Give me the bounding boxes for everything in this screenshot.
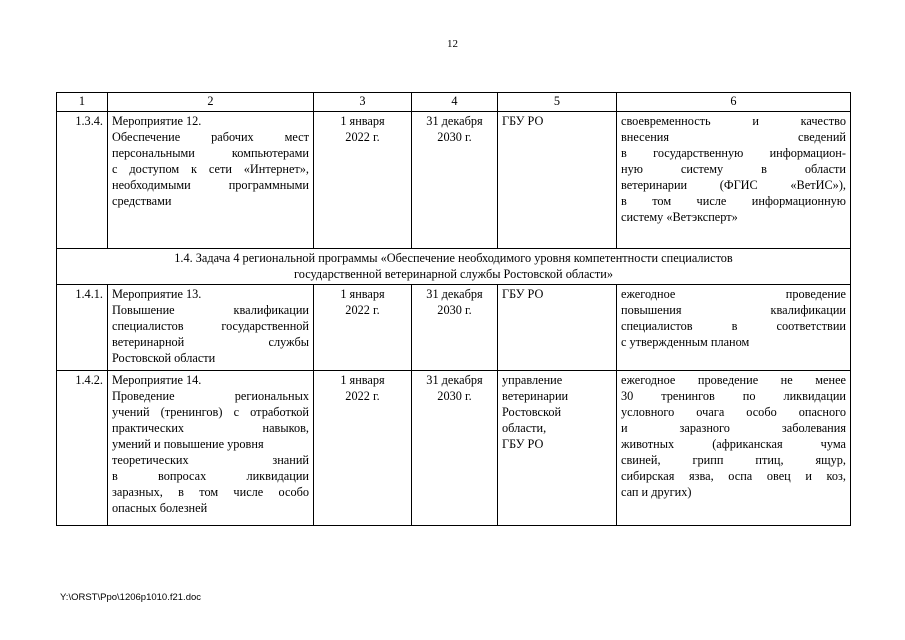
- end-date-line: 31 декабря: [426, 114, 483, 128]
- event-line: умений и повышение уровня: [112, 437, 264, 451]
- end-date-line: 31 декабря: [426, 373, 483, 387]
- executor-line: Ростовской: [502, 405, 562, 419]
- start-date-cell: [314, 371, 412, 526]
- event-line: необходимыми программными: [112, 178, 309, 192]
- section-title-line: 1.4. Задача 4 региональной программы «Обеспечение необходимого уровня компетентности специалистов: [174, 251, 733, 265]
- table-row: [57, 371, 851, 526]
- end-date-line: 31 декабря: [426, 287, 483, 301]
- executor-cell: [498, 285, 617, 371]
- event-line: опасных болезней: [112, 501, 208, 515]
- result-line: систему «Ветэксперт»: [621, 210, 738, 224]
- event-line: в вопросах ликвидации: [112, 469, 309, 483]
- program-table: [56, 92, 851, 526]
- executor-line: области,: [502, 421, 547, 435]
- executor-line: ГБУ РО: [502, 437, 544, 451]
- event-line: Мероприятие 13.: [112, 287, 202, 301]
- executor-cell: [498, 112, 617, 249]
- start-date-line: 2022 г.: [345, 303, 380, 317]
- result-cell: [617, 285, 851, 371]
- event-line: ветеринарной службы: [112, 335, 309, 349]
- result-line: ную систему в области: [621, 162, 846, 176]
- event-line: средствами: [112, 194, 172, 208]
- result-cell: [617, 371, 851, 526]
- result-line: ежегодное проведение: [621, 287, 846, 301]
- result-line: с утвержденным планом: [621, 335, 750, 349]
- section-header-row: [57, 249, 851, 285]
- end-date-cell: [412, 285, 498, 371]
- row-number: 1.4.2.: [57, 371, 108, 526]
- event-cell: [108, 112, 314, 249]
- result-line: животных (африканская чума: [621, 437, 846, 451]
- event-line: Обеспечение рабочих мест: [112, 130, 309, 144]
- result-line: сибирская язва, оспа овец и коз,: [621, 469, 846, 483]
- end-date-line: 2030 г.: [437, 389, 472, 403]
- header-col-4: 4: [412, 93, 498, 112]
- event-line: с доступом к сети «Интернет»,: [112, 162, 309, 176]
- event-line: практических навыков,: [112, 421, 309, 435]
- start-date-line: 2022 г.: [345, 389, 380, 403]
- result-line: 30 тренингов по ликвидации: [621, 389, 846, 403]
- event-line: заразных, в том числе особо: [112, 485, 309, 499]
- start-date-line: 1 января: [340, 114, 385, 128]
- event-line: теоретических знаний: [112, 453, 309, 467]
- event-line: учений (тренингов) с отработкой: [112, 405, 309, 419]
- result-line: ветеринарии (ФГИС «ВетИС»),: [621, 178, 846, 192]
- event-line: Повышение квалификации: [112, 303, 309, 317]
- end-date-line: 2030 г.: [437, 303, 472, 317]
- header-col-1: 1: [57, 93, 108, 112]
- executor-line: ГБУ РО: [502, 114, 544, 128]
- result-line: условного очага особо опасного: [621, 405, 846, 419]
- start-date-line: 1 января: [340, 287, 385, 301]
- executor-line: ветеринарии: [502, 389, 569, 403]
- end-date-cell: [412, 112, 498, 249]
- row-number: 1.3.4.: [57, 112, 108, 249]
- result-line: своевременность и качество: [621, 114, 846, 128]
- event-line: Проведение региональных: [112, 389, 309, 403]
- section-title-line: государственной ветеринарной службы Ростовской области»: [294, 267, 613, 281]
- page-number: 12: [447, 38, 458, 50]
- result-line: и заразного заболевания: [621, 421, 846, 435]
- result-cell: [617, 112, 851, 249]
- start-date-cell: [314, 285, 412, 371]
- end-date-cell: [412, 371, 498, 526]
- start-date-line: 1 января: [340, 373, 385, 387]
- event-line: Ростовской области: [112, 351, 216, 365]
- header-col-3: 3: [314, 93, 412, 112]
- start-date-cell: [314, 112, 412, 249]
- event-cell: [108, 371, 314, 526]
- executor-line: ГБУ РО: [502, 287, 544, 301]
- section-title: [57, 249, 851, 285]
- row-number: 1.4.1.: [57, 285, 108, 371]
- executor-line: управление: [502, 373, 563, 387]
- executor-cell: [498, 371, 617, 526]
- table-row: [57, 112, 851, 249]
- event-cell: [108, 285, 314, 371]
- header-col-5: 5: [498, 93, 617, 112]
- table-row: [57, 285, 851, 371]
- result-line: в том числе информационную: [621, 194, 846, 208]
- result-line: специалистов в соответствии: [621, 319, 846, 333]
- result-line: в государственную информацион-: [621, 146, 846, 160]
- end-date-line: 2030 г.: [437, 130, 472, 144]
- event-line: персональными компьютерами: [112, 146, 309, 160]
- header-col-2: 2: [108, 93, 314, 112]
- result-line: ежегодное проведение не менее: [621, 373, 846, 387]
- result-line: свиней, грипп птиц, ящур,: [621, 453, 846, 467]
- document-path: Y:\ORST\Ppo\1206p1010.f21.doc: [60, 592, 202, 603]
- table-header-row: [57, 93, 851, 112]
- event-line: Мероприятие 14.: [112, 373, 202, 387]
- result-line: повышения квалификации: [621, 303, 846, 317]
- event-line: специалистов государственной: [112, 319, 309, 333]
- result-line: сап и других): [621, 485, 692, 499]
- header-col-6: 6: [617, 93, 851, 112]
- start-date-line: 2022 г.: [345, 130, 380, 144]
- event-line: Мероприятие 12.: [112, 114, 202, 128]
- result-line: внесения сведений: [621, 130, 846, 144]
